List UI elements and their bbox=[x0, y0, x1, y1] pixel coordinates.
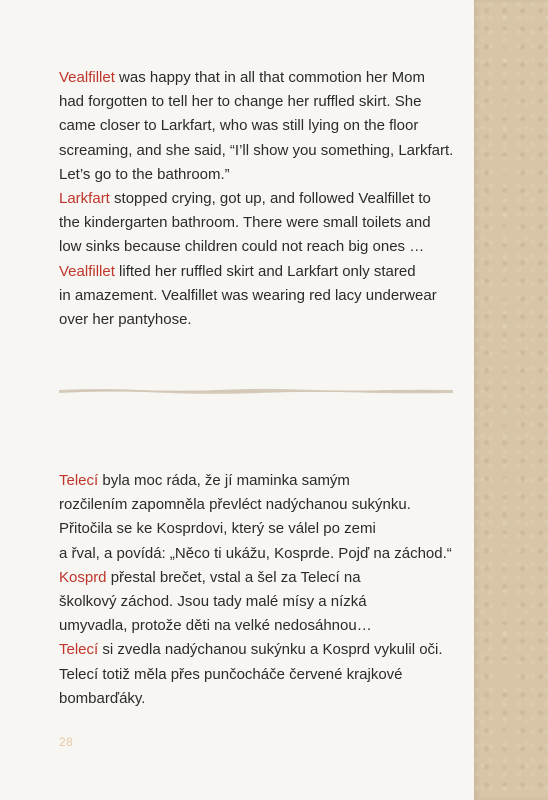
line-text: was happy that in all that commotion her Mom bbox=[114, 69, 426, 86]
line-text: a řval, a povídá: „Něco ti ukážu, Kosprde. Pojď na záchod.“ bbox=[59, 544, 452, 562]
czech-text-line bbox=[59, 590, 459, 614]
czech-text-line bbox=[59, 687, 459, 711]
english-text-line bbox=[59, 187, 459, 211]
line-text: stopped crying, got up, and followed Vealfillet to bbox=[109, 190, 431, 208]
english-text-line bbox=[59, 211, 459, 235]
czech-text-line bbox=[59, 493, 459, 517]
character-name: Vealfillet bbox=[59, 69, 115, 86]
czech-text-line bbox=[59, 614, 459, 638]
english-text-line bbox=[59, 235, 459, 259]
czech-text-line bbox=[59, 542, 459, 566]
page-number: 28 bbox=[59, 735, 74, 749]
czech-text-line bbox=[59, 663, 459, 687]
character-name: Telecí bbox=[59, 641, 99, 659]
line-text: low sinks because children could not reach big ones … bbox=[59, 238, 425, 256]
line-text: bombarďáky. bbox=[59, 689, 146, 707]
character-name: Telecí bbox=[59, 472, 99, 489]
line-text: umyvadla, protože děti na velké nedosáhnou… bbox=[59, 617, 372, 635]
line-text: in amazement. Vealfillet was wearing red lacy underwear bbox=[59, 286, 437, 304]
line-text: školkový záchod. Jsou tady malé mísy a nízká bbox=[59, 593, 367, 611]
line-text: Přitočila se ke Kosprdovi, který se válel po zemi bbox=[59, 520, 376, 538]
english-text-block bbox=[59, 66, 459, 332]
line-text: si zvedla nadýchanou sukýnku a Kosprd vykulil oči. bbox=[98, 641, 443, 659]
line-text: came closer to Larkfart, who was still lying on the floor bbox=[59, 117, 419, 135]
brush-divider bbox=[59, 387, 453, 395]
english-text-line bbox=[59, 139, 459, 163]
english-text-line bbox=[59, 66, 459, 90]
czech-text-line bbox=[59, 638, 459, 662]
czech-text-line bbox=[59, 469, 459, 493]
line-text: lifted her ruffled skirt and Larkfart only stared bbox=[114, 262, 416, 280]
line-text: rozčilením zapomněla převléct nadýchanou sukýnku. bbox=[59, 496, 411, 514]
cardboard-side-panel bbox=[474, 0, 548, 800]
line-text: over her pantyhose. bbox=[59, 311, 192, 329]
line-text: byla moc ráda, že jí maminka samým bbox=[98, 472, 350, 489]
english-text-line bbox=[59, 260, 459, 284]
czech-text-line bbox=[59, 517, 459, 541]
line-text: screaming, and she said, “I’ll show you something, Larkfart. bbox=[59, 141, 454, 159]
czech-text-line bbox=[59, 566, 459, 590]
line-text: Telecí totiž měla přes punčocháče červené krajkové bbox=[59, 665, 403, 683]
line-text: the kindergarten bathroom. There were small toilets and bbox=[59, 214, 431, 232]
character-name: Vealfillet bbox=[59, 262, 115, 280]
english-text-line bbox=[59, 163, 459, 187]
line-text: Let’s go to the bathroom.” bbox=[59, 165, 230, 183]
english-text-line bbox=[59, 114, 459, 138]
english-text-line bbox=[59, 284, 459, 308]
character-name: Larkfart bbox=[59, 190, 110, 208]
line-text: had forgotten to tell her to change her ruffled skirt. She bbox=[59, 93, 422, 111]
character-name: Kosprd bbox=[59, 568, 107, 586]
line-text: přestal brečet, vstal a šel za Telecí na bbox=[106, 568, 361, 586]
english-text-line bbox=[59, 90, 459, 114]
english-text-line bbox=[59, 308, 459, 332]
czech-text-block bbox=[59, 469, 459, 711]
